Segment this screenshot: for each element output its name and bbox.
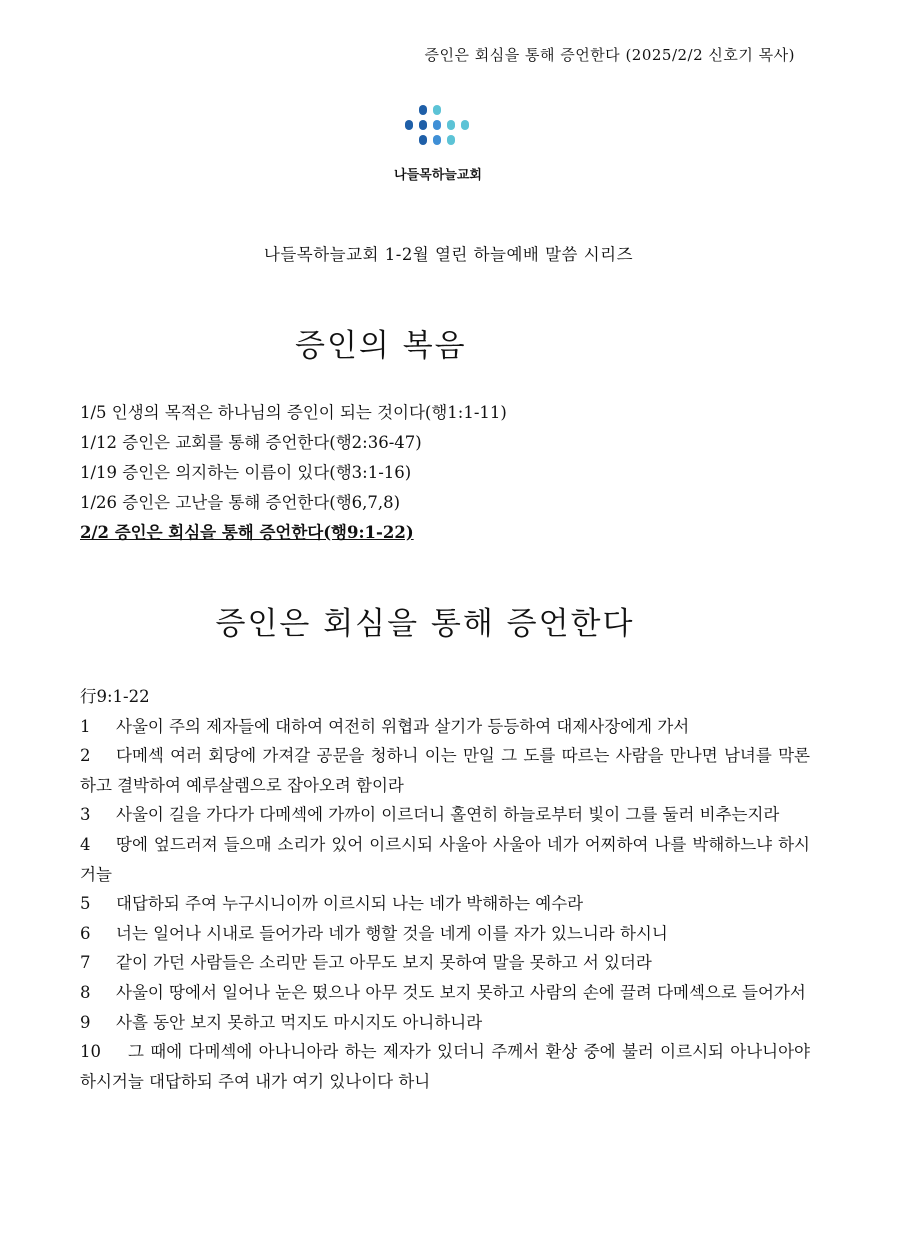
verse-text: 사울이 주의 제자들에 대하여 여전히 위협과 살기가 등등하여 대제사장에게 가서 [116, 716, 690, 736]
verse-number: 1 [80, 716, 91, 736]
verse-text: 사흘 동안 보지 못하고 먹지도 마시지도 아니하니라 [116, 1012, 483, 1032]
verse-number: 5 [80, 894, 91, 914]
verse [80, 889, 810, 919]
verse-number: 9 [80, 1012, 91, 1032]
verse [80, 1037, 810, 1096]
verse-number: 10 [80, 1042, 101, 1062]
verse-text: 땅에 엎드러져 들으매 소리가 있어 이르시되 사울아 사울아 네가 어찌하여 나를 박해하느냐 하시거늘 [80, 834, 810, 884]
verse-text: 그 때에 다메섹에 아나니아라 하는 제자가 있더니 주께서 환상 중에 불러 이르시되 아나니아야 하시거늘 대답하되 주여 내가 여기 있나이다 하니 [80, 1042, 810, 1091]
verse-text: 너는 일어나 시내로 들어가라 네가 행할 것을 네게 이를 자가 있느니라 하시니 [116, 923, 668, 943]
verse-text: 같이 가던 사람들은 소리만 듣고 아무도 보지 못하여 말을 못하고 서 있더라 [116, 953, 652, 973]
schedule-item: 1/19 증인은 의지하는 이름이 있다(행3:1-16) [80, 463, 412, 482]
verse [80, 741, 810, 800]
series-title: 나들목하늘교회 1-2월 열린 하늘예배 말씀 시리즈 [263, 245, 634, 264]
verse [80, 712, 810, 742]
logo-text: 나들목하늘교회 [394, 168, 482, 183]
verse [80, 1008, 810, 1038]
verse [80, 919, 810, 949]
verse-text: 사울이 길을 가다가 다메섹에 가까이 이르더니 홀연히 하늘로부터 빛이 그를 둘러 비추는지라 [116, 805, 780, 825]
verse-text: 대답하되 주여 누구시니이까 이르시되 나는 네가 박해하는 예수라 [116, 894, 584, 914]
verse-number: 4 [80, 834, 91, 854]
verse-number: 3 [80, 805, 91, 825]
logo-mark-icon [402, 104, 474, 156]
verse [80, 830, 810, 889]
series-heading: 증인의 복음 [295, 328, 467, 364]
schedule-item: 1/26 증인은 고난을 통해 증언한다(행6,7,8) [80, 493, 401, 512]
verse-number: 6 [80, 923, 91, 943]
scripture-passage [80, 682, 810, 1096]
church-logo [388, 104, 498, 184]
verse-number: 7 [80, 953, 91, 973]
verse [80, 800, 810, 830]
schedule-item: 1/5 인생의 목적은 하나님의 증인이 되는 것이다(행1:1-11) [80, 403, 507, 422]
scripture-reference: 行9:1-22 [80, 687, 150, 706]
verse [80, 948, 810, 978]
verse-text: 사울이 땅에서 일어나 눈은 떴으나 아무 것도 보지 못하고 사람의 손에 끌려 다메섹으로 들어가서 [116, 982, 806, 1002]
verse-number: 8 [80, 982, 91, 1002]
verse-text: 다메섹 여러 회당에 가져갈 공문을 청하니 이는 만일 그 도를 따르는 사람을 만나면 남녀를 막론하고 결박하여 예루살렘으로 잡아오려 함이라 [80, 746, 810, 795]
sermon-title: 증인은 회심을 통해 증언한다 [215, 606, 635, 642]
verse [80, 978, 810, 1008]
schedule-item-current: 2/2 증인은 회심을 통해 증언한다(행9:1-22) [80, 523, 414, 542]
sermon-schedule [80, 398, 507, 548]
running-header: 증인은 회심을 통해 증언한다 (2025/2/2 신호기 목사) [424, 46, 795, 64]
verse-number: 2 [80, 746, 91, 766]
schedule-item: 1/12 증인은 교회를 통해 증언한다(행2:36-47) [80, 433, 422, 452]
